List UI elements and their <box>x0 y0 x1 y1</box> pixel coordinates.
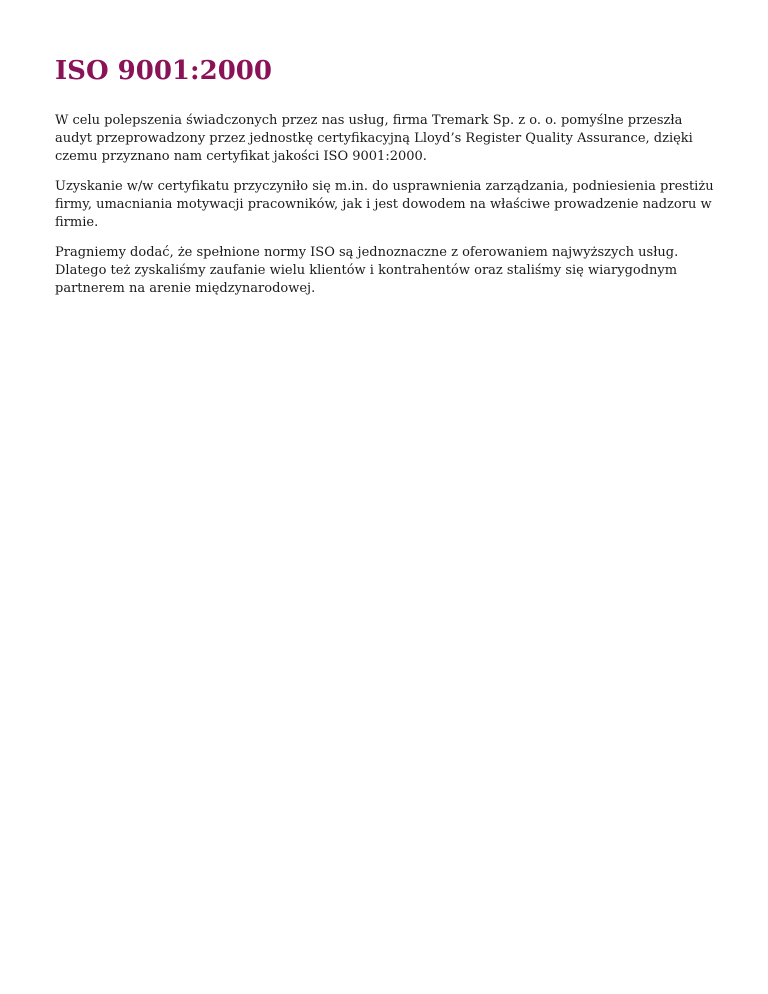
paragraph-certification: W celu polepszenia świadczonych przez nas usług, firma Tremark Sp. z o. o. pomyślne przeszła audyt przeprowadzony przez jednostkę certyfikacyjną Lloyd’s Register Quality Assurance, dzięki czemu przyznano nam certyfikat jakości ISO 9001:2000. <box>55 113 693 164</box>
paragraph-benefits: Uzyskanie w/w certyfikatu przyczyniło się m.in. do usprawnienia zarządzania, podniesienia prestiżu firmy, umacniania motywacji pracowników, jak i jest dowodem na właściwe prowadzenie nadzoru w firmie. <box>55 179 714 230</box>
page-title: ISO 9001:2000 <box>55 56 272 86</box>
page-content <box>55 52 723 310</box>
paragraph-trust: Pragniemy dodać, że spełnione normy ISO są jednoznaczne z oferowaniem najwyższych usług. Dlatego też zyskaliśmy zaufanie wielu klientów i kontrahentów oraz staliśmy się wiarygodnym partnerem na arenie międzynarodowej. <box>55 245 679 296</box>
